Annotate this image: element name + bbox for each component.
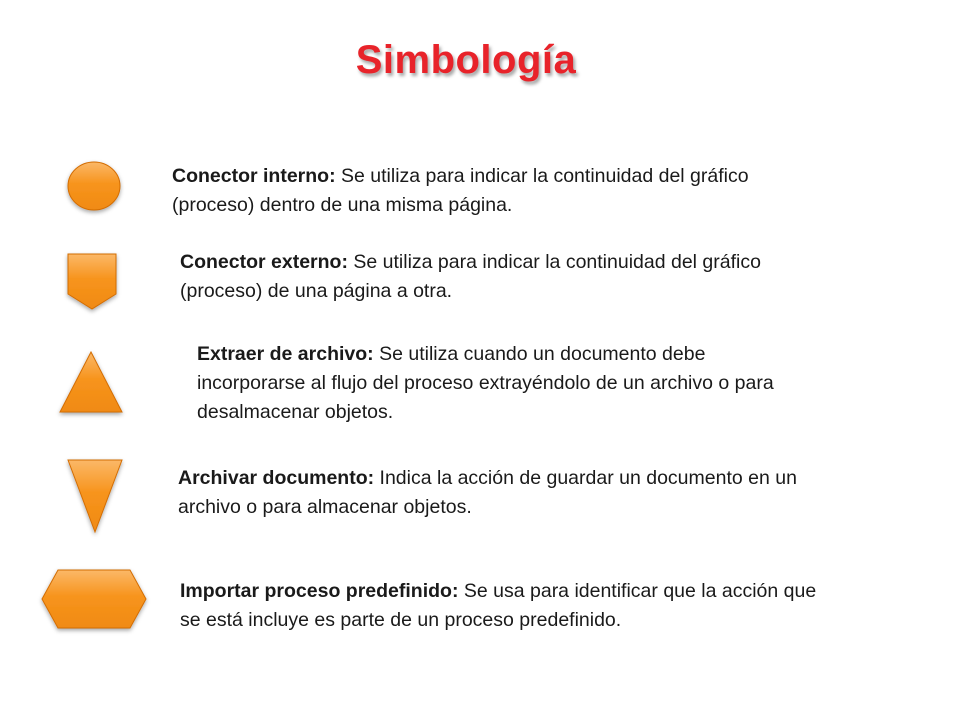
extract-file-term: Extraer de archivo: bbox=[197, 343, 374, 365]
connector-external-text: Se utiliza para indicar la continuidad del gráfico (proceso) de una página a otra. bbox=[180, 251, 761, 302]
archive-document-text: Indica la acción de guardar un documento en un archivo o para almacenar objetos. bbox=[178, 467, 797, 518]
archive-document-term: Archivar documento: bbox=[178, 467, 375, 489]
predefined-process-hexagon-icon bbox=[40, 568, 148, 630]
predefined-process-description bbox=[180, 577, 820, 635]
extract-file-description bbox=[197, 340, 817, 427]
connector-external-term: Conector externo: bbox=[180, 251, 348, 273]
archive-document-triangle-down-icon bbox=[66, 458, 124, 534]
connector-external-description bbox=[180, 248, 830, 306]
extract-file-text: Se utiliza cuando un documento debe incorporarse al flujo del proceso extrayéndolo de un archivo o para desalmacenar objetos. bbox=[197, 343, 774, 423]
predefined-process-term: Importar proceso predefinido: bbox=[180, 580, 459, 602]
connector-internal-description bbox=[172, 162, 812, 220]
page-title: Simbología bbox=[355, 38, 577, 82]
connector-internal-ellipse-icon bbox=[66, 160, 122, 212]
connector-internal-text: Se utiliza para indicar la continuidad del gráfico (proceso) dentro de una misma página. bbox=[172, 165, 749, 216]
predefined-process-text: Se usa para identificar que la acción que se está incluye es parte de un proceso predefinido. bbox=[180, 580, 817, 631]
connector-internal-term: Conector interno: bbox=[172, 165, 336, 187]
extract-file-triangle-up-icon bbox=[58, 350, 124, 414]
archive-document-description bbox=[178, 464, 828, 522]
connector-external-pentagon-icon bbox=[67, 253, 117, 311]
